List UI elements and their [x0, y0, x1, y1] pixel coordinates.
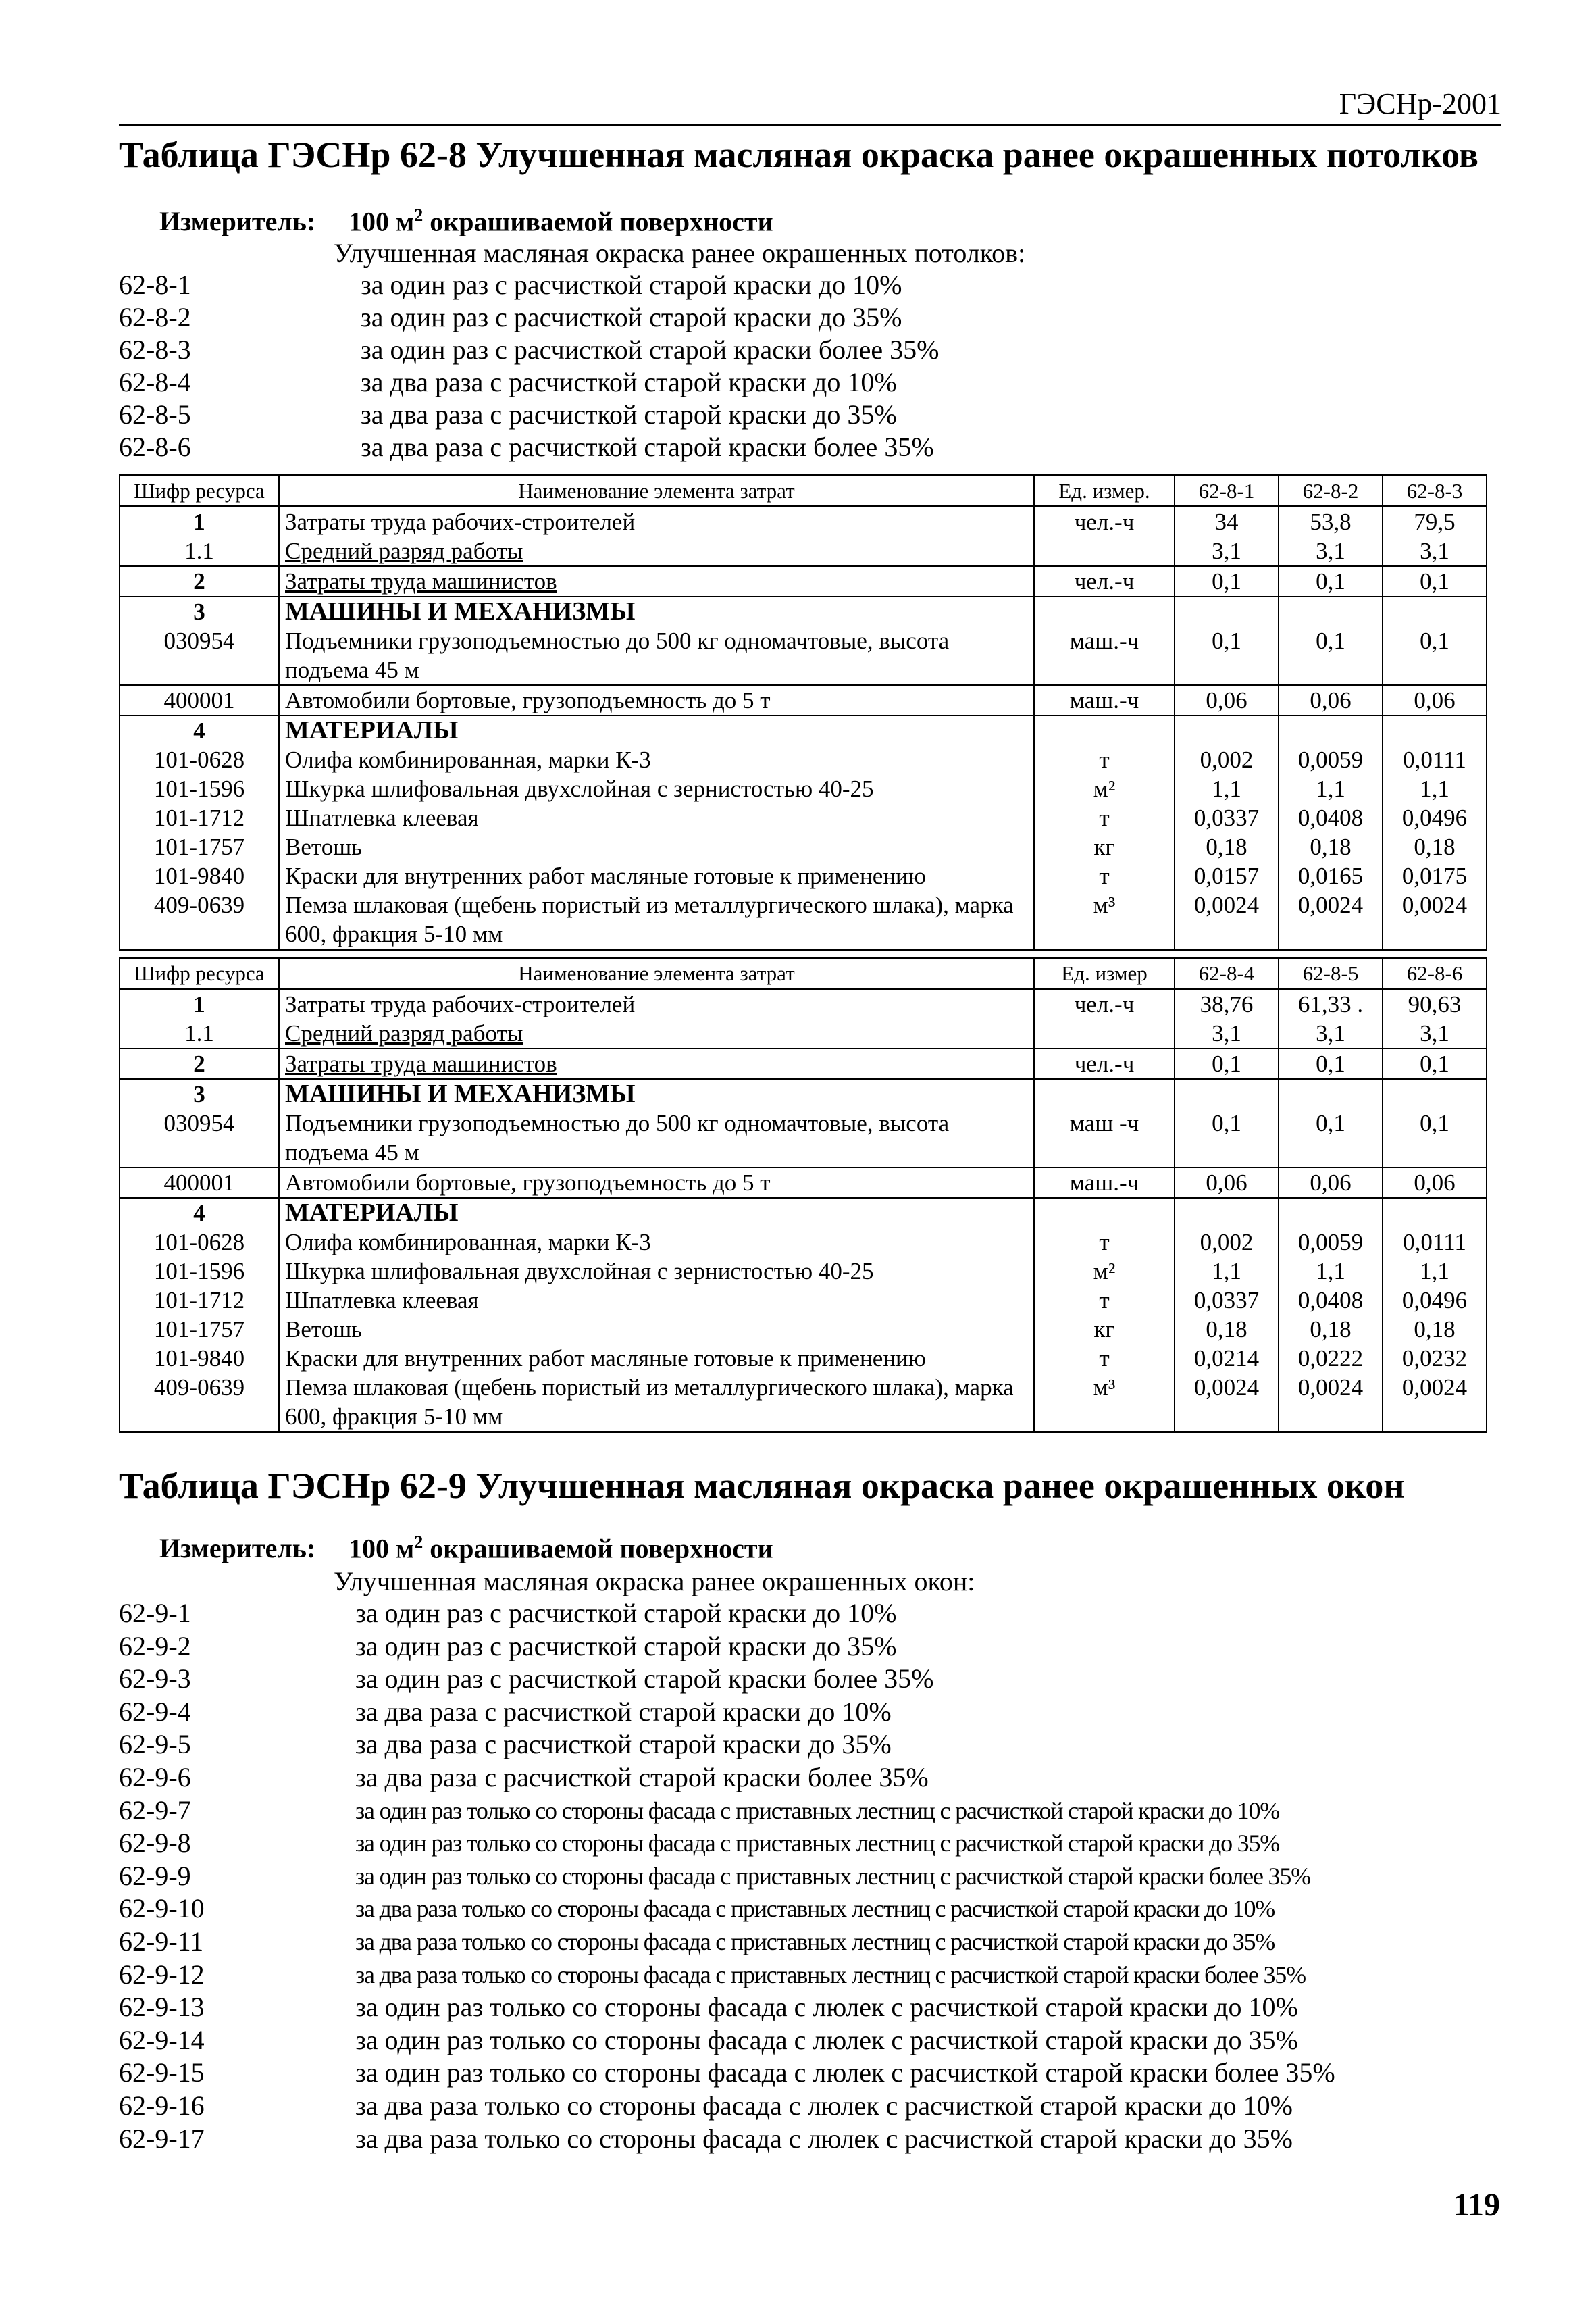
table-row [120, 1079, 1487, 1109]
norm-value: 0,0059 [1279, 745, 1383, 774]
resource-code: 030954 [120, 626, 279, 685]
resource-name: МАТЕРИАЛЫ [279, 1198, 1034, 1228]
column-header: 62-8-4 [1175, 958, 1279, 989]
norm-value: 0,1 [1279, 566, 1383, 597]
variant-code: 62-9-3 [119, 1663, 191, 1694]
resource-code: 1.1 [120, 536, 279, 566]
resource-name: Краски для внутренних работ масляные готовые к применению [279, 861, 1034, 890]
variants-intro: Улучшенная масляная окраска ранее окрашенных потолков: [334, 238, 1026, 268]
resource-name: Подъемники грузоподъемностью до 500 кг одномачтовые, высота подъема 45 м [279, 626, 1034, 685]
variant-row [119, 269, 1510, 301]
norm-value: 0,0059 [1279, 1228, 1383, 1257]
variant-row [119, 2057, 1510, 2090]
variant-description: за два раза с расчисткой старой краски более 35% [361, 432, 934, 462]
column-header: Ед. измер. [1034, 476, 1175, 507]
resource-code: 4 [120, 1198, 279, 1228]
variant-code: 62-9-17 [119, 2123, 205, 2154]
resource-code: 409-0639 [120, 1373, 279, 1432]
column-header: 62-8-1 [1175, 476, 1279, 507]
resource-code: 101-1596 [120, 774, 279, 803]
measure-value: 100 м [349, 206, 415, 237]
unit: кг [1034, 1315, 1175, 1344]
variant-code: 62-9-7 [119, 1794, 191, 1826]
unit [1034, 597, 1175, 626]
norm-value: 0,18 [1175, 832, 1279, 861]
variant-description: за один раз только со стороны фасада с люлек с расчисткой старой краски до 10% [355, 1992, 1298, 2023]
table-header-row [120, 958, 1487, 989]
variant-code: 62-9-8 [119, 1828, 191, 1859]
resource-name: Шпатлевка клеевая [279, 803, 1034, 832]
norm-value: 0,0024 [1175, 890, 1279, 950]
resource-code: 2 [120, 1049, 279, 1079]
norm-value: 0,0337 [1175, 1286, 1279, 1315]
resource-name: Краски для внутренних работ масляные готовые к применению [279, 1344, 1034, 1373]
unit: маш.-ч [1034, 685, 1175, 715]
variant-row [119, 1991, 1510, 2024]
resource-name: Автомобили бортовые, грузоподъемность до 5 т [279, 1167, 1034, 1198]
variant-description: за два раза только со стороны фасада с люлек с расчисткой старой краски до 10% [355, 2090, 1293, 2121]
norm-value [1175, 1079, 1279, 1109]
norm-value: 0,18 [1383, 832, 1487, 861]
variant-code: 62-9-6 [119, 1761, 191, 1792]
unit: маш -ч [1034, 1109, 1175, 1167]
variant-row [119, 2090, 1510, 2123]
variant-code: 62-9-16 [119, 2090, 205, 2121]
resource-code: 101-1712 [120, 1286, 279, 1315]
variant-row [119, 1794, 1510, 1828]
page-number: 119 [1453, 2187, 1500, 2223]
resource-table-62-8-4-6 [119, 957, 1487, 1433]
variant-description: за один раз только со стороны фасада с люлек с расчисткой старой краски до 35% [355, 2024, 1298, 2055]
norm-value: 1,1 [1175, 774, 1279, 803]
norm-value: 0,0024 [1383, 1373, 1487, 1432]
table-row [120, 1167, 1487, 1198]
resource-code: 1 [120, 989, 279, 1020]
norm-value: 0,06 [1175, 685, 1279, 715]
norm-value [1279, 597, 1383, 626]
resource-code: 101-1596 [120, 1257, 279, 1286]
norm-value: 0,0408 [1279, 1286, 1383, 1315]
table-row [120, 566, 1487, 597]
table-62-9-measure [159, 1532, 773, 1564]
variant-row [119, 1696, 1510, 1729]
resource-code: 101-0628 [120, 745, 279, 774]
unit: м² [1034, 774, 1175, 803]
norm-value: 0,0024 [1279, 1373, 1383, 1432]
measure-rest: окрашиваемой поверхности [423, 1533, 773, 1564]
norm-value: 1,1 [1383, 774, 1487, 803]
header-rule [119, 124, 1501, 126]
column-header: 62-8-5 [1279, 958, 1383, 989]
norm-value: 90,63 [1383, 989, 1487, 1020]
norm-value: 3,1 [1383, 1019, 1487, 1049]
unit: т [1034, 1286, 1175, 1315]
unit: маш.-ч [1034, 1167, 1175, 1198]
table-row [120, 1286, 1487, 1315]
unit: чел.-ч [1034, 1049, 1175, 1079]
table-62-9-title: Таблица ГЭСНр 62-9 Улучшенная масляная окраска ранее окрашенных окон [119, 1465, 1405, 1506]
table-62-8-measure [159, 205, 773, 237]
variant-code: 62-8-4 [119, 367, 191, 397]
variant-code: 62-8-2 [119, 302, 191, 332]
variant-code: 62-9-15 [119, 2057, 205, 2088]
norm-value: 0,1 [1279, 626, 1383, 685]
norm-value: 0,0157 [1175, 861, 1279, 890]
norm-value: 0,0175 [1383, 861, 1487, 890]
resource-name: Пемза шлаковая (щебень пористый из металлургического шлака), марка 600, фракция 5-10 мм [279, 1373, 1034, 1432]
resource-name: Подъемники грузоподъемностью до 500 кг одномачтовые, высота подъема 45 м [279, 1109, 1034, 1167]
table-row [120, 597, 1487, 626]
table-row [120, 832, 1487, 861]
norm-value: 0,0111 [1383, 745, 1487, 774]
table-62-8-title: Таблица ГЭСНр 62-8 Улучшенная масляная окраска ранее окрашенных потолков [119, 134, 1478, 175]
measure-sup: 2 [414, 1532, 423, 1552]
resource-name: Шкурка шлифовальная двухслойная с зернистостью 40-25 [279, 774, 1034, 803]
norm-value: 0,1 [1175, 1109, 1279, 1167]
variant-row [119, 1728, 1510, 1761]
unit: т [1034, 861, 1175, 890]
norm-value [1175, 597, 1279, 626]
resource-code: 409-0639 [120, 890, 279, 950]
norm-value: 0,18 [1279, 832, 1383, 861]
variant-row [119, 1597, 1510, 1630]
measure-rest: окрашиваемой поверхности [423, 206, 773, 237]
norm-value: 0,1 [1175, 1049, 1279, 1079]
variant-code: 62-8-6 [119, 432, 191, 462]
variant-description: за два раза только со стороны фасада с приставных лестниц с расчисткой старой краски более 35% [355, 1961, 1306, 1988]
column-header: Наименование элемента затрат [279, 958, 1034, 989]
document-code: ГЭСНр-2001 [1339, 87, 1501, 120]
table-header-row [120, 476, 1487, 507]
variant-description: за два раза только со стороны фасада с приставных лестниц с расчисткой старой краски до 10% [355, 1895, 1275, 1923]
unit: т [1034, 803, 1175, 832]
unit: т [1034, 1344, 1175, 1373]
measure-value: 100 м [349, 1533, 415, 1564]
table-row [120, 685, 1487, 715]
norm-value: 0,0111 [1383, 1228, 1487, 1257]
variant-description: за один раз с расчисткой старой краски более 35% [361, 334, 939, 365]
norm-value: 0,06 [1175, 1167, 1279, 1198]
variant-description: за один раз только со стороны фасада с приставных лестниц с расчисткой старой краски более 35% [355, 1862, 1310, 1890]
norm-value: 38,76 [1175, 989, 1279, 1020]
table-row [120, 989, 1487, 1020]
norm-value: 0,002 [1175, 745, 1279, 774]
norm-value: 0,1 [1383, 1109, 1487, 1167]
resource-code: 101-9840 [120, 861, 279, 890]
variant-description: за два раза с расчисткой старой краски более 35% [355, 1761, 929, 1792]
norm-value: 0,1 [1279, 1049, 1383, 1079]
variant-row [119, 1827, 1510, 1860]
variant-description: за два раза с расчисткой старой краски до 35% [355, 1729, 892, 1760]
column-header: Ед. измер [1034, 958, 1175, 989]
table-row [120, 890, 1487, 950]
unit: м³ [1034, 1373, 1175, 1432]
resource-name: Затраты труда рабочих-строителей [279, 507, 1034, 537]
variant-description: за два раза с расчисткой старой краски до 35% [361, 399, 897, 430]
norm-value: 0,0496 [1383, 1286, 1487, 1315]
resource-name: МАШИНЫ И МЕХАНИЗМЫ [279, 597, 1034, 626]
variant-row [119, 1663, 1510, 1696]
variant-code: 62-9-11 [119, 1926, 204, 1957]
resource-name: Ветошь [279, 1315, 1034, 1344]
resource-code: 1 [120, 507, 279, 537]
resource-code: 101-1757 [120, 832, 279, 861]
resource-name: Затраты труда рабочих-строителей [279, 989, 1034, 1020]
norm-value: 3,1 [1279, 1019, 1383, 1049]
norm-value: 61,33 . [1279, 989, 1383, 1020]
resource-name: Средний разряд работы [279, 1019, 1034, 1049]
table-row [120, 507, 1487, 537]
variant-code: 62-9-4 [119, 1696, 191, 1727]
table-row [120, 715, 1487, 745]
unit: маш.-ч [1034, 626, 1175, 685]
resource-name: Затраты труда машинистов [279, 566, 1034, 597]
resource-code: 030954 [120, 1109, 279, 1167]
norm-value [1175, 715, 1279, 745]
table-62-8-variants [119, 238, 1510, 463]
norm-value: 0,0496 [1383, 803, 1487, 832]
norm-value: 0,1 [1175, 566, 1279, 597]
column-header: Наименование элемента затрат [279, 476, 1034, 507]
norm-value: 0,1 [1383, 566, 1487, 597]
norm-value [1279, 1079, 1383, 1109]
variant-row [119, 2123, 1510, 2156]
norm-value: 34 [1175, 507, 1279, 537]
resource-code: 400001 [120, 685, 279, 715]
variant-description: за один раз с расчисткой старой краски до 10% [355, 1598, 897, 1628]
norm-value: 0,1 [1383, 626, 1487, 685]
column-header: 62-8-2 [1279, 476, 1383, 507]
resource-code: 101-0628 [120, 1228, 279, 1257]
resource-code: 2 [120, 566, 279, 597]
unit [1034, 1019, 1175, 1049]
norm-value [1383, 1198, 1487, 1228]
norm-value: 0,002 [1175, 1228, 1279, 1257]
variant-row [119, 1860, 1510, 1893]
variants-intro: Улучшенная масляная окраска ранее окрашенных окон: [334, 1566, 975, 1596]
resource-name: Олифа комбинированная, марки К-3 [279, 1228, 1034, 1257]
variant-description: за два раза с расчисткой старой краски до 10% [355, 1696, 892, 1727]
norm-value: 0,0024 [1175, 1373, 1279, 1432]
variant-description: за один раз с расчисткой старой краски более 35% [355, 1663, 934, 1694]
variant-description: за один раз с расчисткой старой краски до 35% [361, 302, 902, 332]
measure-sup: 2 [414, 205, 423, 225]
norm-value: 3,1 [1279, 536, 1383, 566]
norm-value: 1,1 [1383, 1257, 1487, 1286]
norm-value [1383, 597, 1487, 626]
resource-name: МАТЕРИАЛЫ [279, 715, 1034, 745]
variant-code: 62-9-14 [119, 2024, 205, 2055]
variant-row [119, 399, 1510, 431]
norm-value: 0,0232 [1383, 1344, 1487, 1373]
resource-name: Пемза шлаковая (щебень пористый из металлургического шлака), марка 600, фракция 5-10 мм [279, 890, 1034, 950]
variant-code: 62-9-10 [119, 1893, 205, 1924]
unit: м³ [1034, 890, 1175, 950]
norm-value: 0,1 [1175, 626, 1279, 685]
resource-code: 1.1 [120, 1019, 279, 1049]
norm-value: 1,1 [1175, 1257, 1279, 1286]
norm-value: 0,0408 [1279, 803, 1383, 832]
unit [1034, 715, 1175, 745]
table-row [120, 1373, 1487, 1432]
norm-value [1279, 1198, 1383, 1228]
variant-description: за один раз с расчисткой старой краски до 35% [355, 1630, 897, 1661]
table-row [120, 626, 1487, 685]
variant-code: 62-9-1 [119, 1598, 191, 1628]
unit: чел.-ч [1034, 566, 1175, 597]
unit: чел.-ч [1034, 507, 1175, 537]
unit: т [1034, 1228, 1175, 1257]
measure-label: Измеритель: [159, 206, 316, 237]
table-row [120, 774, 1487, 803]
variant-code: 62-9-9 [119, 1860, 191, 1891]
variant-code: 62-8-3 [119, 334, 191, 365]
variant-row [119, 1761, 1510, 1794]
resource-name: Шкурка шлифовальная двухслойная с зернистостью 40-25 [279, 1257, 1034, 1286]
variant-code: 62-8-5 [119, 399, 191, 430]
table-row [120, 1344, 1487, 1373]
unit [1034, 1198, 1175, 1228]
resource-code: 101-9840 [120, 1344, 279, 1373]
variant-row [119, 431, 1510, 463]
norm-value [1383, 1079, 1487, 1109]
unit [1034, 1079, 1175, 1109]
variant-description: за два раза с расчисткой старой краски до 10% [361, 367, 897, 397]
variant-code: 62-9-13 [119, 1992, 205, 2023]
norm-value: 0,06 [1279, 685, 1383, 715]
resource-name: Средний разряд работы [279, 536, 1034, 566]
column-header: Шифр ресурса [120, 476, 279, 507]
table-row [120, 861, 1487, 890]
norm-value: 0,18 [1279, 1315, 1383, 1344]
resource-code: 4 [120, 715, 279, 745]
norm-value [1175, 1198, 1279, 1228]
variant-description: за два раза только со стороны фасада с люлек с расчисткой старой краски до 35% [355, 2123, 1293, 2154]
resource-code: 101-1712 [120, 803, 279, 832]
variant-row [119, 1630, 1510, 1663]
norm-value: 1,1 [1279, 774, 1383, 803]
resource-table-62-8-1-3 [119, 474, 1487, 951]
variant-description: за один раз только со стороны фасада с приставных лестниц с расчисткой старой краски до 35% [355, 1830, 1280, 1857]
variant-row [119, 1926, 1510, 1959]
unit [1034, 536, 1175, 566]
table-row [120, 803, 1487, 832]
column-header: Шифр ресурса [120, 958, 279, 989]
table-row [120, 1198, 1487, 1228]
variant-description: за один раз только со стороны фасада с люлек с расчисткой старой краски более 35% [355, 2057, 1335, 2088]
unit: кг [1034, 832, 1175, 861]
variant-code: 62-9-5 [119, 1729, 191, 1760]
resource-name: Ветошь [279, 832, 1034, 861]
variant-row [119, 1959, 1510, 1992]
norm-value: 0,0024 [1383, 890, 1487, 950]
variant-code: 62-9-12 [119, 1959, 205, 1990]
resource-name: Олифа комбинированная, марки К-3 [279, 745, 1034, 774]
variant-description: за один раз только со стороны фасада с приставных лестниц с расчисткой старой краски до 10% [355, 1796, 1280, 1824]
resource-code: 3 [120, 597, 279, 626]
norm-value: 0,06 [1383, 685, 1487, 715]
resource-name: Шпатлевка клеевая [279, 1286, 1034, 1315]
norm-value: 0,18 [1383, 1315, 1487, 1344]
column-header: 62-8-3 [1383, 476, 1487, 507]
table-row [120, 1257, 1487, 1286]
variant-row [119, 1892, 1510, 1926]
norm-value: 0,06 [1383, 1167, 1487, 1198]
norm-value: 0,06 [1279, 1167, 1383, 1198]
norm-value: 3,1 [1383, 536, 1487, 566]
variant-row [119, 301, 1510, 334]
measure-label: Измеритель: [159, 1533, 316, 1564]
table-row [120, 1228, 1487, 1257]
norm-value: 0,0024 [1279, 890, 1383, 950]
table-row [120, 1315, 1487, 1344]
unit: т [1034, 745, 1175, 774]
norm-value: 0,1 [1383, 1049, 1487, 1079]
table-row [120, 536, 1487, 566]
resource-code: 3 [120, 1079, 279, 1109]
norm-value: 0,0214 [1175, 1344, 1279, 1373]
table-row [120, 1019, 1487, 1049]
norm-value: 3,1 [1175, 1019, 1279, 1049]
resource-name: Затраты труда машинистов [279, 1049, 1034, 1079]
table-row [120, 1049, 1487, 1079]
norm-value: 79,5 [1383, 507, 1487, 537]
variant-description: за один раз с расчисткой старой краски до 10% [361, 270, 902, 300]
resource-name: Автомобили бортовые, грузоподъемность до 5 т [279, 685, 1034, 715]
norm-value: 3,1 [1175, 536, 1279, 566]
norm-value: 53,8 [1279, 507, 1383, 537]
variant-row [119, 334, 1510, 366]
norm-value [1279, 715, 1383, 745]
norm-value: 0,0165 [1279, 861, 1383, 890]
variant-description: за два раза только со стороны фасада с приставных лестниц с расчисткой старой краски до 35% [355, 1928, 1275, 1955]
norm-value: 0,0337 [1175, 803, 1279, 832]
norm-value: 0,18 [1175, 1315, 1279, 1344]
norm-value: 0,1 [1279, 1109, 1383, 1167]
unit: м² [1034, 1257, 1175, 1286]
table-row [120, 745, 1487, 774]
norm-value [1383, 715, 1487, 745]
table-row [120, 1109, 1487, 1167]
resource-code: 400001 [120, 1167, 279, 1198]
norm-value: 1,1 [1279, 1257, 1383, 1286]
table-62-9-variants [119, 1566, 1510, 2155]
variant-code: 62-8-1 [119, 270, 191, 300]
unit: чел.-ч [1034, 989, 1175, 1020]
variant-row [119, 2024, 1510, 2057]
norm-value: 0,0222 [1279, 1344, 1383, 1373]
variant-row [119, 366, 1510, 399]
column-header: 62-8-6 [1383, 958, 1487, 989]
variant-code: 62-9-2 [119, 1630, 191, 1661]
resource-code: 101-1757 [120, 1315, 279, 1344]
resource-name: МАШИНЫ И МЕХАНИЗМЫ [279, 1079, 1034, 1109]
